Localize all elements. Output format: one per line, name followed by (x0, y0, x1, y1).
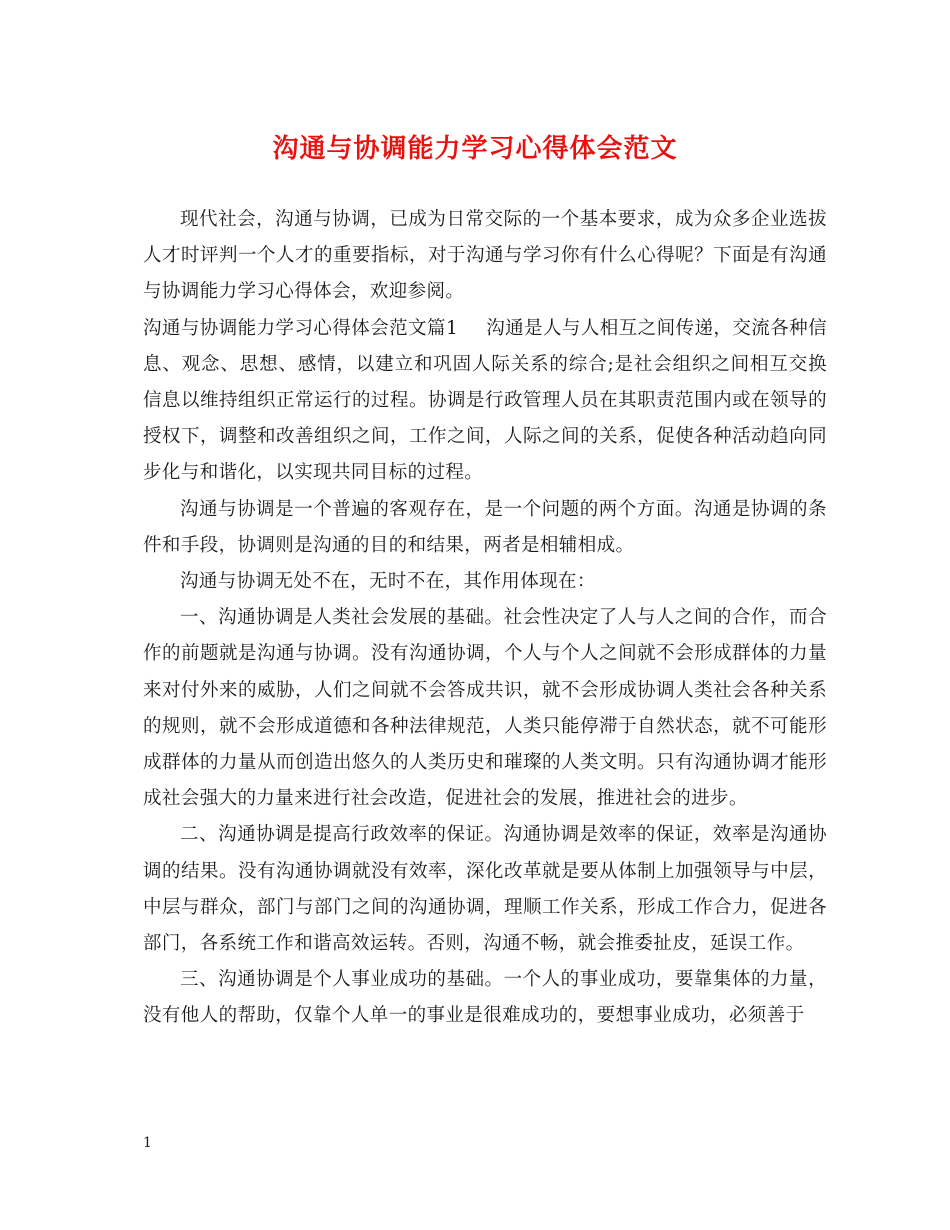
document-title: 沟通与协调能力学习心得体会范文 (272, 134, 678, 164)
paragraph-point-three: 三、沟通协调是个人事业成功的基础。一个人的事业成功，要靠集体的力量，没有他人的帮助，仅靠个人单一的事业是很难成功的，要想事业成功，必须善于 (143, 969, 827, 1027)
paragraph-relationship: 沟通与协调是一个普遍的客观存在，是一个问题的两个方面。沟通是协调的条件和手段，协调则是沟通的目的和结果，两者是相辅相成。 (143, 498, 827, 556)
paragraph-everywhere: 沟通与协调无处不在，无时不在，其作用体现在： (180, 571, 596, 593)
section-heading-paragraph (143, 311, 827, 492)
section-first-text: 沟通是人与人相互之间传递，交流各种信息、观念、思想、感情，以建立和巩固人际关系的综合;是社会组织之间相互交换信息以维持组织正常运行的过程。协调是行政管理人员在其职责范围内或在领导的授权下，调整和改善组织之间，工作之间，人际之间的关系，促使各种活动趋向同步化与和谐化，以实现共同目标的过程。 (143, 317, 828, 484)
section-heading: 沟通与协调能力学习心得体会范文篇1 (143, 317, 459, 339)
intro-paragraph: 现代社会，沟通与协调，已成为日常交际的一个基本要求，成为众多企业选拔人才时评判一个人才的重要指标，对于沟通与学习你有什么心得呢？下面是有沟通与协调能力学习心得体会，欢迎参阅。 (143, 209, 827, 303)
document-body (143, 202, 827, 1035)
page-number: 1 (143, 1135, 152, 1151)
paragraph-point-two: 二、沟通协调是提高行政效率的保证。沟通协调是效率的保证，效率是沟通协调的结果。没有沟通协调就没有效率，深化改革就是要从体制上加强领导与中层，中层与群众，部门与部门之间的沟通协调，理顺工作关系，形成工作合力，促进各部门，各系统工作和谐高效运转。否则，沟通不畅，就会推委扯皮，延误工作。 (143, 824, 827, 955)
paragraph-point-one: 一、沟通协调是人类社会发展的基础。社会性决定了人与人之间的合作，而合作的前题就是沟通与协调。没有沟通协调，个人与个人之间就不会形成群体的力量来对付外来的威胁，人们之间就不会答成共识，就不会形成协调人类社会各种关系的规则，就不会形成道德和各种法律规范，人类只能停滞于自然状态，就不可能形成群体的力量从而创造出悠久的人类历史和璀璨的人类文明。只有沟通协调才能形成社会强大的力量来进行社会改造，促进社会的发展，推进社会的进步。 (143, 607, 827, 810)
